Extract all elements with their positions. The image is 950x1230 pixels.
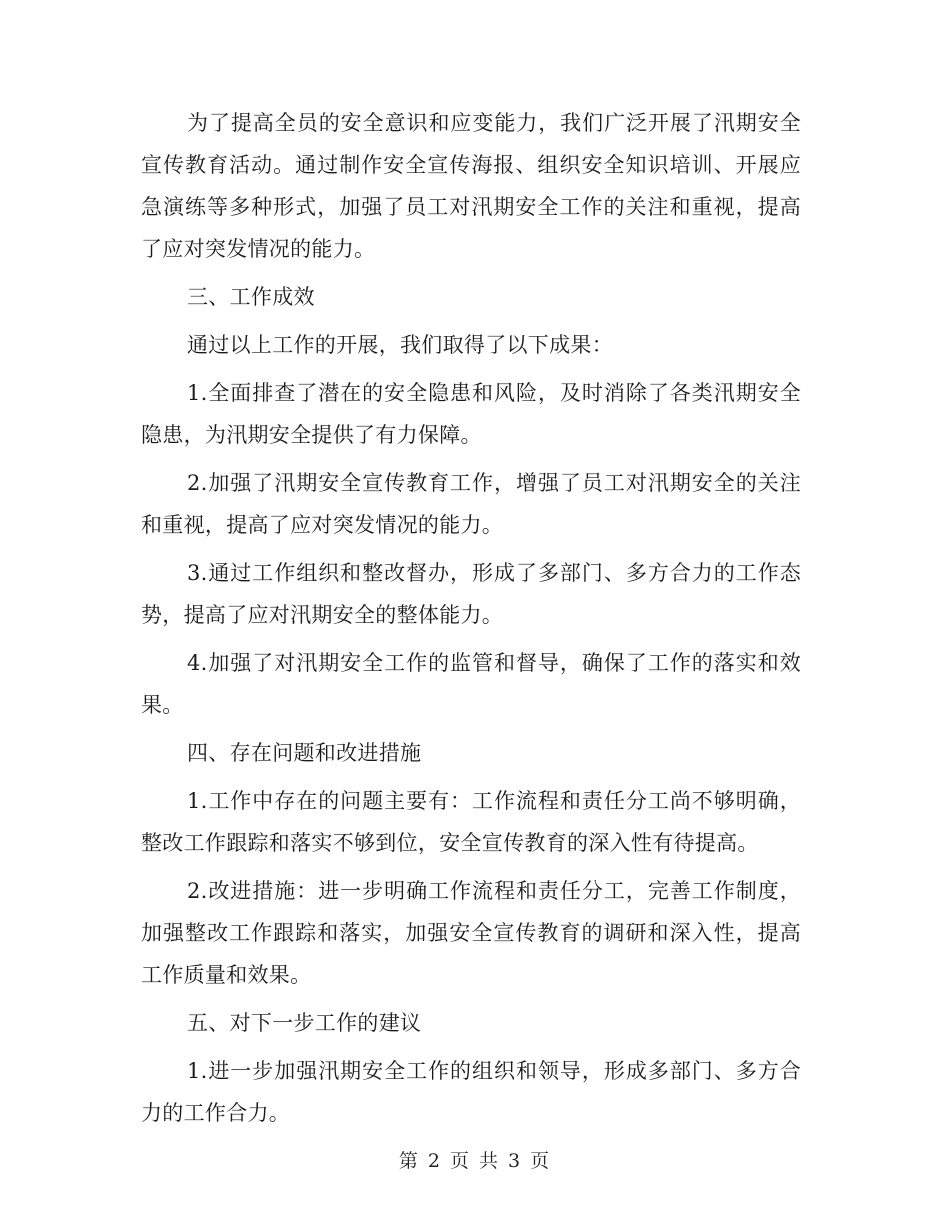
paragraph-results-intro: 通过以上工作的开展，我们取得了以下成果： <box>187 333 613 357</box>
section-heading-results: 三、工作成效 <box>187 285 315 309</box>
list-item-result-3: 3.通过工作组织和整改督办，形成了多部门、多方合力的工作态势，提高了应对汛期安全的整体能力。 <box>141 561 801 627</box>
section-heading-problems: 四、存在问题和改进措施 <box>187 741 422 765</box>
page-number-footer: 第 2 页 共 3 页 <box>398 1150 552 1172</box>
list-item-result-1: 1.全面排查了潜在的安全隐患和风险，及时消除了各类汛期安全隐患，为汛期安全提供了有力保障。 <box>141 381 801 447</box>
section-heading-suggestions: 五、对下一步工作的建议 <box>187 1011 422 1035</box>
paragraph-safety-education: 为了提高全员的安全意识和应变能力，我们广泛开展了汛期安全宣传教育活动。通过制作安全宣传海报、组织安全知识培训、开展应急演练等多种形式，加强了员工对汛期安全工作的关注和重视，提高了应对突发情况的能力。 <box>141 111 801 261</box>
list-item-problem-1: 1.工作中存在的问题主要有：工作流程和责任分工尚不够明确，整改工作跟踪和落实不够到位，安全宣传教育的深入性有待提高。 <box>141 789 801 855</box>
document-body <box>141 102 801 1140</box>
list-item-suggestion-1: 1.进一步加强汛期安全工作的组织和领导，形成多部门、多方合力的工作合力。 <box>141 1059 801 1125</box>
list-item-result-2: 2.加强了汛期安全宣传教育工作，增强了员工对汛期安全的关注和重视，提高了应对突发情况的能力。 <box>141 471 801 537</box>
list-item-problem-2: 2.改进措施：进一步明确工作流程和责任分工，完善工作制度，加强整改工作跟踪和落实，加强安全宣传教育的调研和深入性，提高工作质量和效果。 <box>141 879 801 987</box>
list-item-result-4: 4.加强了对汛期安全工作的监管和督导，确保了工作的落实和效果。 <box>141 651 801 717</box>
